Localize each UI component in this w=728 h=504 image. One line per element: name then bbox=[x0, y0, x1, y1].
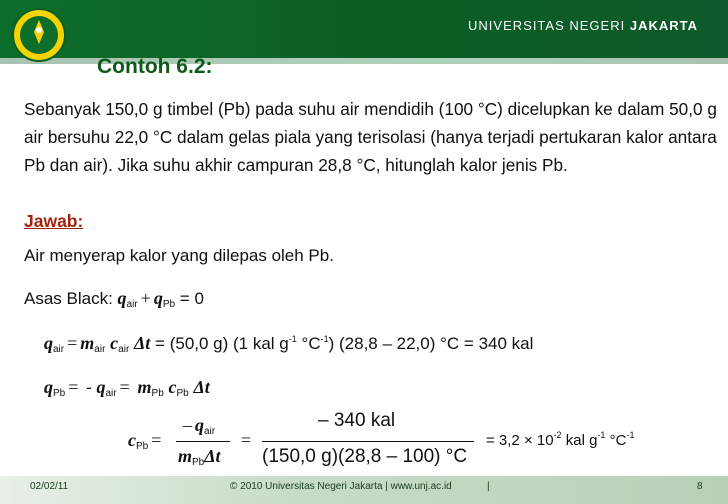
footer-copyright: © 2010 Universitas Negeri Jakarta | www.unj.ac.id bbox=[230, 481, 452, 492]
answer-label: Jawab: bbox=[24, 211, 84, 231]
black-principle: Asas Black: $q_{air} + q_{Pb} = 0$ bbox=[24, 288, 204, 310]
fraction-den-right: (150,0 g)(28,8 – 100) °C bbox=[262, 446, 468, 467]
fraction-num-right: – 340 kal bbox=[318, 410, 396, 431]
fraction-den-left: $m_{Pb}\Delta t$ bbox=[178, 446, 221, 468]
c-pb-label: $c_{Pb}$ = bbox=[128, 430, 162, 452]
university-logo bbox=[10, 6, 68, 64]
problem-line: air bersuhu 22,0 °C dalam gelas piala yang terisolasi (hanya terjadi pertukaran kalor antara bbox=[24, 127, 717, 147]
slide-title: Contoh 6.2: bbox=[97, 55, 213, 78]
q-pb-equation: $q_{Pb}$ = - $q_{air} = m_{Pb}$ $c_{Pb}$ Δt bbox=[44, 377, 210, 399]
statement: Air menyerap kalor yang dilepas oleh Pb. bbox=[24, 246, 334, 265]
q-air-equation: $q_{air} = m_{air}$ $c_{air}$ Δt = (50,0 g) (1 kal $g^{-1}$ $^\circ C^{-1}$) (28,8 – 22,0) °C = 340 kal bbox=[44, 333, 534, 355]
problem-line: Sebanyak 150,0 g timbel (Pb) pada suhu air mendidih (100 °C) dicelupkan ke dalam 50,0 g bbox=[24, 99, 717, 119]
footer-separator: | bbox=[487, 481, 490, 492]
fraction-bar-left bbox=[176, 441, 230, 442]
fraction-num-left: – $q_{air}$ bbox=[183, 415, 216, 437]
equals-sign: = bbox=[241, 430, 252, 450]
result: = $3,2 \times 10^{-2}$ kal $g^{-1}$ $^\circ C^{-1}$ bbox=[486, 430, 635, 449]
problem-line: Pb dan air). Jika suhu akhir campuran 28,8 °C, hitunglah kalor jenis Pb. bbox=[24, 155, 568, 175]
university-name: UNIVERSITAS NEGERI JAKARTA bbox=[468, 18, 698, 33]
fraction-bar-right bbox=[262, 441, 474, 442]
problem-text bbox=[24, 95, 717, 179]
page-number: 8 bbox=[697, 481, 703, 492]
footer-date: 02/02/11 bbox=[30, 481, 69, 492]
